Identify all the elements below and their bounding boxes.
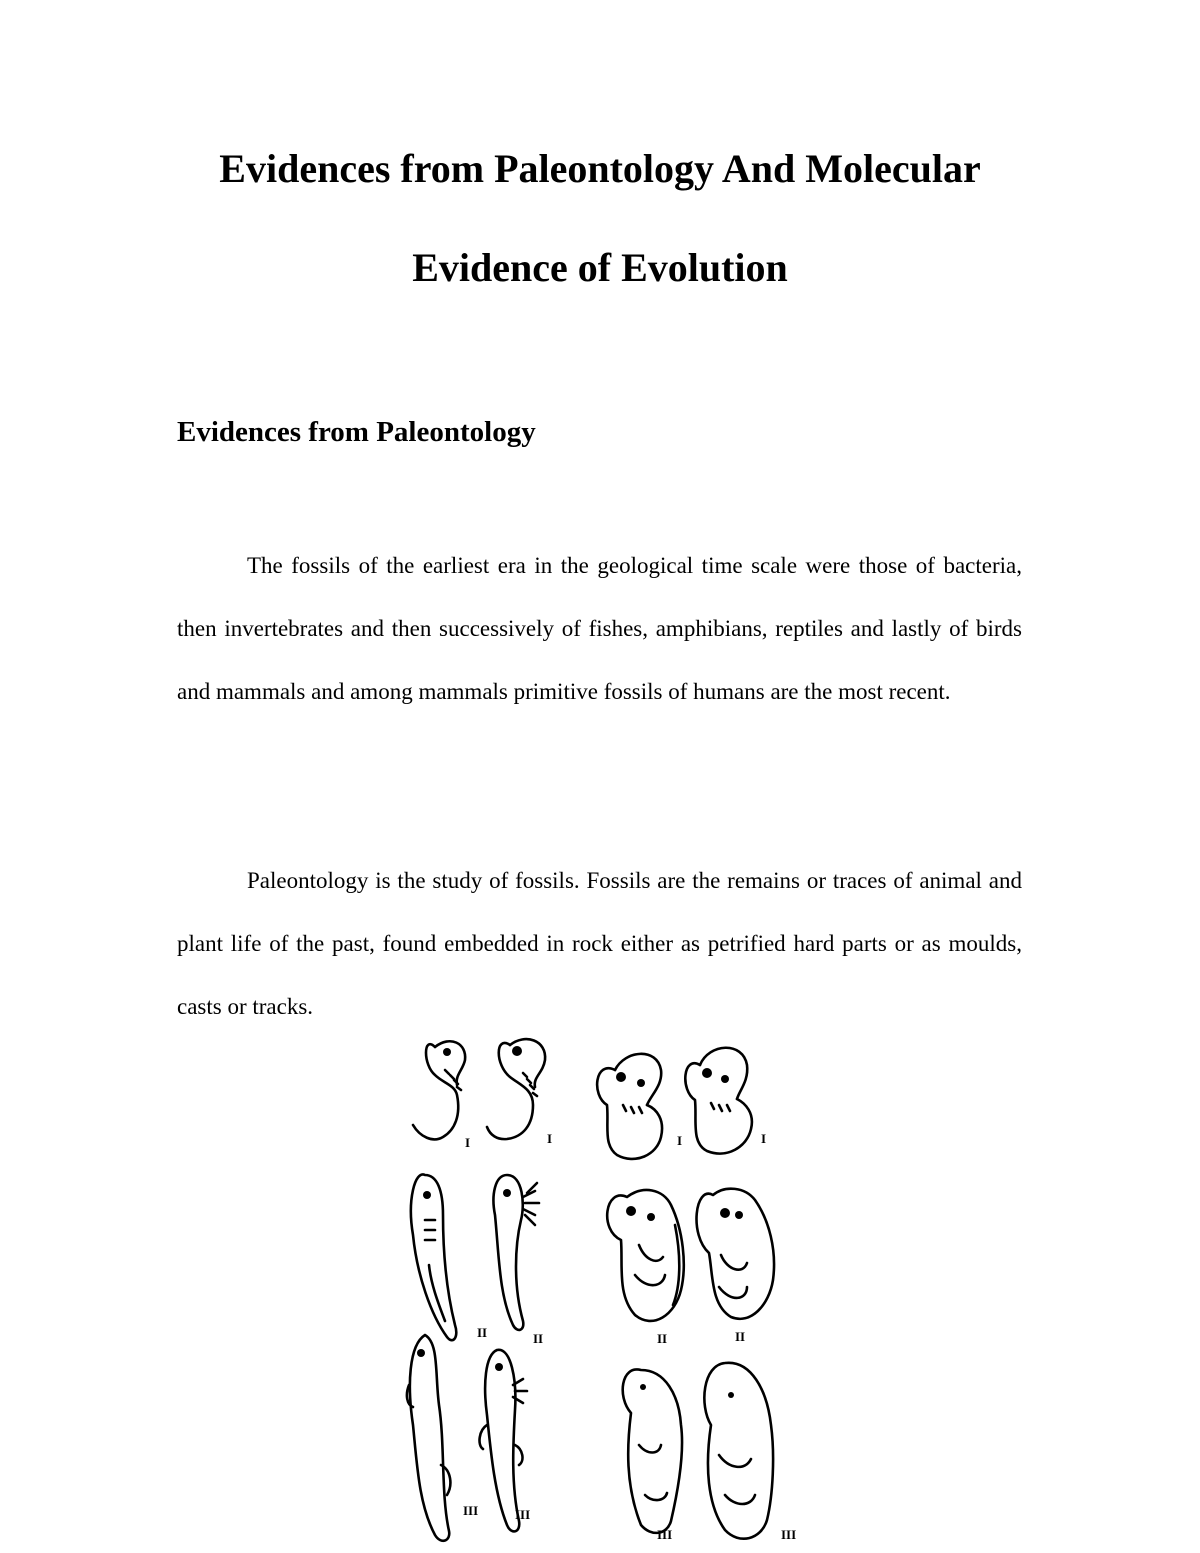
stage-label-row3-b: III bbox=[515, 1507, 531, 1522]
stage-label-row2-d: II bbox=[735, 1329, 746, 1344]
stage-label-row2-b: II bbox=[533, 1331, 544, 1346]
section-heading: Evidences from Paleontology bbox=[177, 416, 536, 448]
paragraph-fossil-sequence: The fossils of the earliest era in the geological time scale were those of bacteria, then invertebrates and then successively of fishes, amphibians, reptiles and lastly of birds and mammals and among mammals primitive fossils of humans are the most recent. bbox=[177, 553, 1022, 704]
stage-label-row1-c: I bbox=[677, 1133, 683, 1148]
embryo-salamander-stage-2 bbox=[494, 1175, 540, 1330]
stage-label-row1-b: I bbox=[547, 1131, 553, 1146]
embryo-chick-stage-2 bbox=[607, 1190, 684, 1321]
embryo-salamander-stage-3 bbox=[480, 1350, 527, 1532]
embryo-human-stage-1 bbox=[685, 1048, 752, 1154]
embryo-human-stage-2 bbox=[697, 1189, 775, 1319]
stage-label-row1-a: I bbox=[465, 1135, 471, 1150]
stage-label-row3-c: III bbox=[657, 1527, 673, 1542]
embryo-chick-stage-3 bbox=[623, 1369, 682, 1532]
paragraph-paleontology-definition: Paleontology is the study of fossils. Fossils are the remains or traces of animal and plant life of the past, found embedded in rock either as petrified hard parts or as moulds, casts or tracks. bbox=[177, 868, 1022, 1019]
embryo-comparison-figure bbox=[395, 1025, 805, 1553]
stage-label-row2-c: II bbox=[657, 1331, 668, 1346]
embryo-salamander-stage-1 bbox=[487, 1039, 545, 1139]
stage-label-row2-a: II bbox=[477, 1325, 488, 1340]
embryo-fish-stage-2 bbox=[411, 1174, 456, 1340]
embryo-human-stage-3 bbox=[704, 1363, 773, 1539]
embryo-fish-stage-1 bbox=[413, 1041, 465, 1139]
page-title-line-1: Evidences from Paleontology And Molecular bbox=[219, 146, 981, 191]
stage-label-row3-d: III bbox=[781, 1527, 797, 1542]
embryo-chick-stage-1 bbox=[597, 1054, 662, 1159]
stage-label-row1-d: I bbox=[761, 1131, 767, 1146]
page-title-line-2: Evidence of Evolution bbox=[412, 245, 788, 290]
stage-label-row3-a: III bbox=[463, 1503, 479, 1518]
embryo-illustration bbox=[395, 1025, 805, 1553]
embryo-fish-stage-3 bbox=[407, 1335, 450, 1541]
